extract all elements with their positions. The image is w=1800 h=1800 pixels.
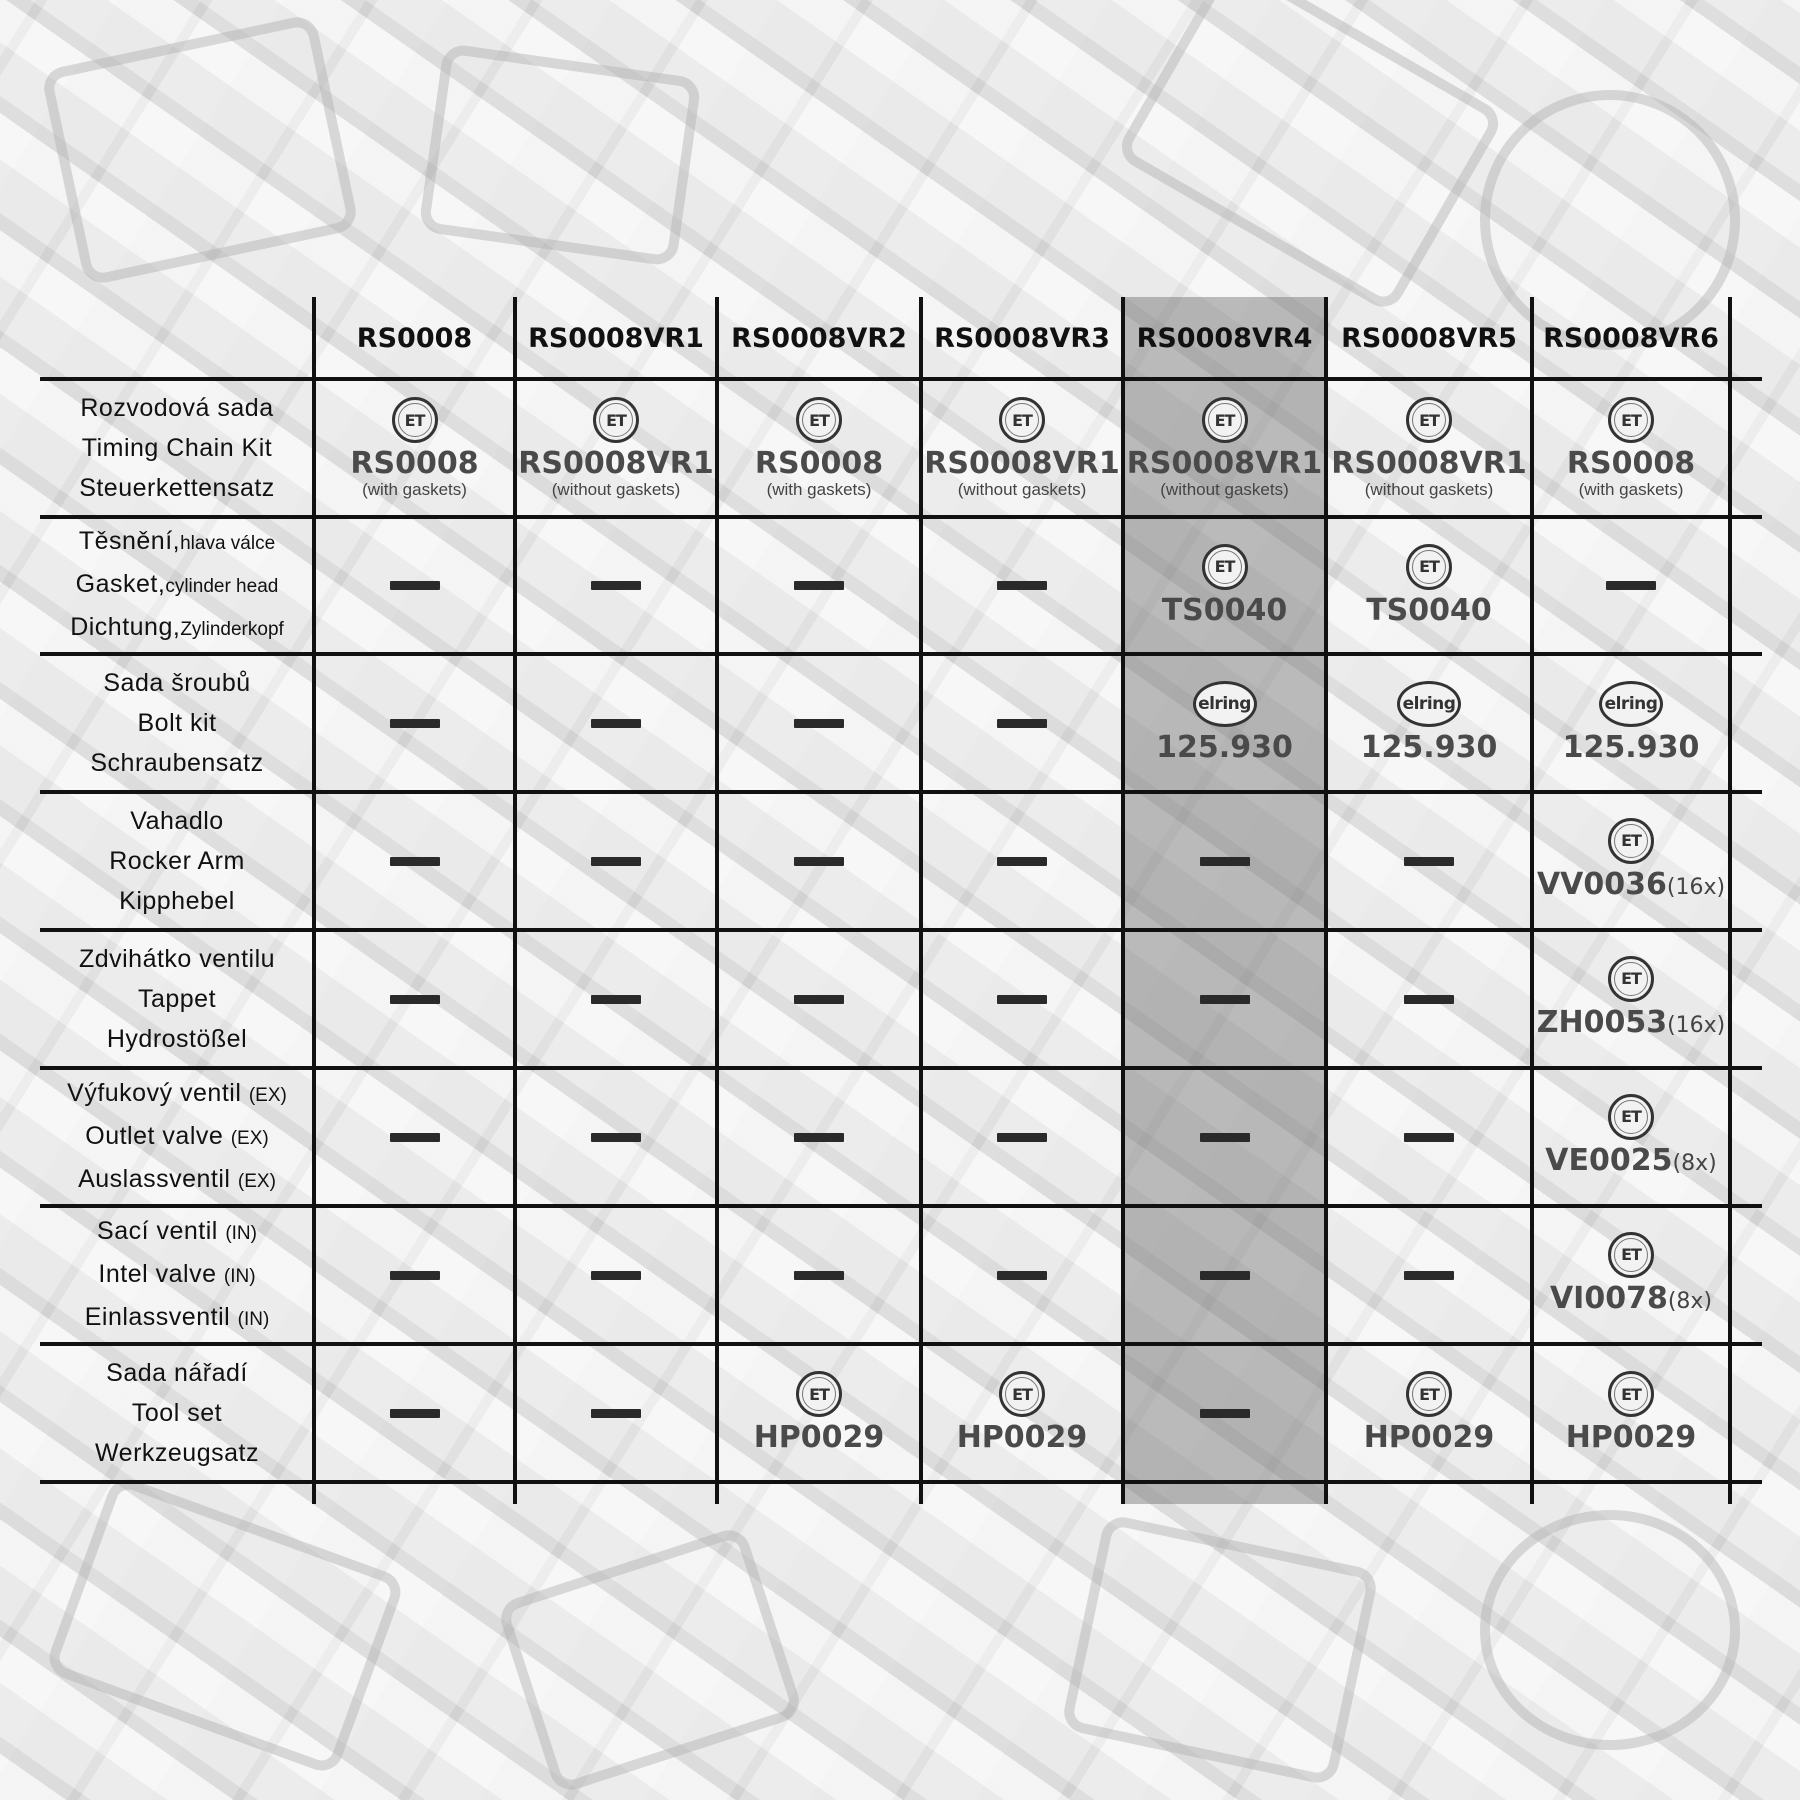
row-label-line — [79, 468, 275, 508]
dash-icon — [997, 995, 1047, 1004]
et-logo-text: ET — [1621, 831, 1641, 850]
table-cell — [1532, 654, 1730, 792]
part-note: (without gaskets) — [957, 480, 1087, 499]
column-header: RS0008 — [356, 322, 473, 354]
row-label-main: Těsnění, — [78, 527, 181, 555]
column-header: RS0008VR1 — [528, 322, 704, 354]
et-logo-text: ET — [1214, 557, 1235, 576]
row-label-line — [85, 1116, 268, 1159]
part-number — [754, 1421, 885, 1455]
et-logo-text: ET — [606, 410, 626, 430]
dash-icon — [591, 1133, 641, 1142]
table-cell — [921, 517, 1123, 654]
part-code: RS0008VR1 — [1126, 446, 1323, 481]
dash-icon — [997, 1133, 1047, 1142]
table-cell — [1532, 1344, 1730, 1482]
table-cell — [1123, 1206, 1326, 1344]
et-logo-icon — [392, 397, 438, 443]
part-number — [1331, 447, 1526, 481]
et-logo-text: ET — [404, 410, 425, 430]
row-label-main: Rocker Arm — [109, 847, 245, 875]
part-number — [1156, 731, 1293, 765]
row-label-main: Zdvihátko ventilu — [78, 945, 276, 973]
table-cell — [1326, 930, 1532, 1068]
table-cell — [921, 792, 1123, 930]
dash-icon — [1404, 995, 1454, 1004]
table-cell — [717, 1206, 921, 1344]
et-logo-icon — [796, 397, 842, 443]
dash-icon — [1606, 581, 1656, 590]
table-cell — [1123, 654, 1326, 792]
dash-icon — [794, 1133, 844, 1142]
part-code: 125.930 — [1156, 730, 1293, 765]
row-label-note: hlava válce — [180, 533, 276, 554]
row-label-main: Werkzeugsatz — [95, 1439, 259, 1467]
row-label-line — [97, 1211, 257, 1254]
table-cell — [314, 1344, 515, 1482]
row-label-line — [90, 743, 263, 783]
et-logo-icon — [1202, 397, 1248, 443]
row-label-main: Outlet valve — [85, 1121, 231, 1150]
part-code: HP0029 — [753, 1420, 885, 1455]
row-label-line — [103, 663, 250, 703]
table-cell — [1326, 379, 1532, 517]
table-cell — [515, 517, 717, 654]
table-cell — [314, 517, 515, 654]
elring-logo-text: elring — [1604, 694, 1658, 714]
row-label-main: Intel valve — [98, 1259, 224, 1288]
part-number — [1545, 1144, 1716, 1181]
et-logo-icon — [1608, 1232, 1654, 1278]
dash-icon — [1404, 857, 1454, 866]
part-number — [755, 447, 883, 481]
dash-icon — [591, 1409, 641, 1418]
dash-icon — [997, 857, 1047, 866]
table-cell — [1326, 654, 1532, 792]
table-cell — [717, 792, 921, 930]
part-code: 125.930 — [1360, 730, 1498, 765]
row-label-line — [82, 428, 272, 468]
part-number — [1127, 447, 1322, 481]
table-cell — [717, 379, 921, 517]
row-label-line — [67, 1073, 287, 1116]
part-quantity: (8x) — [1667, 1288, 1713, 1314]
part-number — [1567, 447, 1695, 481]
row-label-line — [98, 1254, 255, 1297]
row-label-line — [107, 1019, 247, 1059]
row-label-line — [80, 388, 273, 428]
table-cell — [921, 1206, 1123, 1344]
table-cell — [1326, 1068, 1532, 1206]
dash-icon — [794, 857, 844, 866]
et-logo-text: ET — [1621, 1384, 1641, 1404]
row-label-main: Hydrostößel — [106, 1025, 248, 1053]
row-label-note: Zylinderkopf — [180, 619, 284, 640]
table-cell — [921, 1068, 1123, 1206]
part-code: RS0008 — [754, 446, 884, 481]
table-cell — [1123, 1344, 1326, 1482]
row-label-line — [95, 1433, 259, 1473]
dash-icon — [390, 719, 440, 728]
column-header: RS0008VR2 — [731, 322, 907, 354]
row-label-line — [119, 881, 235, 921]
column-header: RS0008VR6 — [1543, 322, 1719, 354]
part-code: VE0025 — [1545, 1142, 1673, 1178]
table-cell — [921, 654, 1123, 792]
row-label-line — [109, 841, 245, 881]
dash-icon — [591, 1271, 641, 1280]
table-cell — [314, 654, 515, 792]
dash-icon — [794, 581, 844, 590]
part-code: HP0029 — [1565, 1420, 1697, 1455]
dash-icon — [390, 1271, 440, 1280]
table-cell — [1532, 930, 1730, 1068]
dash-icon — [794, 995, 844, 1004]
et-logo-icon — [796, 1371, 842, 1417]
dash-icon — [794, 1271, 844, 1280]
part-code: RS0008 — [350, 446, 479, 481]
part-quantity: (16x) — [1667, 1012, 1726, 1038]
table-cell — [515, 379, 717, 517]
et-logo-text: ET — [1419, 1384, 1439, 1404]
row-label-line — [137, 703, 216, 743]
dash-icon — [1200, 1409, 1250, 1418]
et-logo-text: ET — [1419, 410, 1439, 430]
part-code: TS0040 — [1161, 592, 1288, 628]
et-logo-icon — [1608, 956, 1654, 1002]
part-code: VV0036 — [1536, 866, 1667, 902]
row-label-main: Kipphebel — [119, 887, 235, 915]
et-logo-icon — [999, 1371, 1045, 1417]
dash-icon — [1200, 995, 1250, 1004]
table-cell — [1532, 1206, 1730, 1344]
row-label — [40, 1068, 314, 1206]
part-code: VI0078 — [1549, 1280, 1668, 1316]
part-code: RS0008VR1 — [924, 446, 1120, 481]
row-label — [40, 792, 314, 930]
dash-icon — [1200, 1271, 1250, 1280]
table-cell — [1532, 792, 1730, 930]
row-label-line — [132, 1393, 222, 1433]
elring-logo-text: elring — [1402, 694, 1456, 714]
row-label-main: Sací ventil — [97, 1216, 226, 1245]
et-logo-text: ET — [1214, 410, 1235, 430]
part-number — [1361, 731, 1498, 765]
table-cell — [1326, 1206, 1532, 1344]
elring-logo-icon — [1397, 681, 1461, 727]
row-label-line — [138, 979, 216, 1019]
table-cell — [1326, 517, 1532, 654]
dash-icon — [997, 719, 1047, 728]
part-code: RS0008 — [1566, 446, 1696, 481]
table-cell — [717, 517, 921, 654]
dash-icon — [794, 719, 844, 728]
table-cell — [921, 1344, 1123, 1482]
table-cell — [515, 930, 717, 1068]
et-logo-icon — [999, 397, 1045, 443]
dash-icon — [997, 581, 1047, 590]
row-label-main: Vahadlo — [130, 807, 224, 835]
row-label-main: Steuerkettensatz — [79, 474, 275, 502]
part-number — [1366, 594, 1492, 628]
row-label-note: (EX) — [237, 1170, 276, 1192]
dash-icon — [591, 719, 641, 728]
et-logo-icon — [1202, 544, 1248, 590]
row-label-main: Tool set — [131, 1399, 223, 1427]
row-label-line — [79, 521, 275, 564]
row-label-line — [76, 564, 279, 607]
row-label-note: cylinder head — [165, 576, 279, 597]
table-cell — [515, 654, 717, 792]
row-label-note: (IN) — [225, 1222, 257, 1244]
dash-icon — [1404, 1271, 1454, 1280]
part-number — [518, 447, 713, 481]
row-label-line — [78, 1159, 276, 1202]
part-number — [957, 1421, 1088, 1455]
et-logo-icon — [1608, 397, 1654, 443]
table-cell — [515, 792, 717, 930]
row-label — [40, 1206, 314, 1344]
dash-icon — [591, 581, 641, 590]
et-logo-text: ET — [809, 410, 829, 430]
table-cell — [1123, 792, 1326, 930]
table-cell — [1326, 1344, 1532, 1482]
row-label-main: Sada nářadí — [106, 1359, 248, 1387]
part-note: (with gaskets) — [362, 480, 467, 499]
table-cell — [314, 792, 515, 930]
table-cell — [1123, 379, 1326, 517]
table-cell — [1123, 1068, 1326, 1206]
row-label-main: Schraubensatz — [90, 749, 264, 777]
row-label-line — [79, 939, 275, 979]
part-code: 125.930 — [1562, 730, 1700, 765]
table-cell — [515, 1068, 717, 1206]
part-number — [1364, 1421, 1495, 1455]
row-label-note: (EX) — [248, 1084, 287, 1106]
row-label-main: Výfukový ventil — [67, 1078, 249, 1107]
table-cell — [717, 1068, 921, 1206]
part-quantity: (16x) — [1666, 874, 1726, 900]
et-logo-icon — [1406, 397, 1452, 443]
row-label — [40, 517, 314, 654]
row-label-note: (IN) — [237, 1308, 270, 1330]
elring-logo-icon — [1599, 681, 1663, 727]
table-cell — [1326, 792, 1532, 930]
part-number — [1162, 594, 1288, 628]
table-cell — [1532, 1068, 1730, 1206]
table-cell — [314, 379, 515, 517]
row-label-main: Tappet — [137, 985, 217, 1013]
table-cell — [515, 1344, 717, 1482]
dash-icon — [1404, 1133, 1454, 1142]
table-cell — [1123, 517, 1326, 654]
row-label-note: (IN) — [223, 1265, 256, 1287]
part-note: (without gaskets) — [1364, 480, 1494, 499]
table-cell — [314, 1068, 515, 1206]
table-cell — [314, 930, 515, 1068]
row-label-main: Rozvodová sada — [80, 394, 274, 422]
column-header: RS0008VR4 — [1136, 322, 1313, 354]
row-label-main: Auslassventil — [78, 1164, 238, 1193]
dash-icon — [390, 581, 440, 590]
dash-icon — [390, 1133, 440, 1142]
dash-icon — [591, 995, 641, 1004]
row-label-main: Timing Chain Kit — [81, 434, 273, 462]
table-cell — [314, 1206, 515, 1344]
part-number — [1550, 1282, 1712, 1319]
et-logo-text: ET — [1012, 1384, 1032, 1404]
part-note: (without gaskets) — [1160, 480, 1289, 499]
column-header: RS0008VR5 — [1341, 322, 1517, 354]
dash-icon — [591, 857, 641, 866]
table-cell — [717, 1344, 921, 1482]
row-label-line — [70, 607, 284, 650]
et-logo-icon — [1608, 1371, 1654, 1417]
dash-icon — [1200, 857, 1250, 866]
part-number — [1563, 731, 1700, 765]
row-label-line — [130, 801, 223, 841]
row-label-note: (EX) — [230, 1127, 269, 1149]
row-label — [40, 654, 314, 792]
table-cell — [1532, 517, 1730, 654]
part-number — [924, 447, 1119, 481]
et-logo-text: ET — [1419, 557, 1439, 576]
table-cell — [717, 654, 921, 792]
row-label — [40, 379, 314, 517]
et-logo-icon — [1406, 544, 1452, 590]
table-cell — [921, 930, 1123, 1068]
et-logo-icon — [1608, 818, 1654, 864]
et-logo-text: ET — [1621, 969, 1641, 988]
et-logo-text: ET — [1621, 1107, 1641, 1126]
row-label-line — [85, 1297, 270, 1340]
et-logo-text: ET — [1621, 1245, 1641, 1264]
part-code: HP0029 — [956, 1420, 1088, 1455]
row-label-main: Dichtung, — [70, 613, 181, 641]
dash-icon — [997, 1271, 1047, 1280]
table-cell — [1123, 930, 1326, 1068]
dash-icon — [390, 857, 440, 866]
table-cell — [515, 1206, 717, 1344]
row-label — [40, 930, 314, 1068]
part-code: RS0008VR1 — [1331, 446, 1527, 481]
elring-logo-icon — [1193, 681, 1257, 727]
row-label — [40, 1344, 314, 1482]
part-note: (with gaskets) — [1578, 480, 1684, 499]
part-number — [1566, 1421, 1697, 1455]
row-label-main: Bolt kit — [137, 709, 217, 737]
row-label-main: Gasket, — [75, 570, 166, 598]
part-number — [350, 447, 478, 481]
table-cell — [717, 930, 921, 1068]
part-quantity: (8x) — [1672, 1150, 1717, 1176]
part-note: (with gaskets) — [766, 480, 872, 499]
dash-icon — [390, 995, 440, 1004]
table-cell — [1532, 379, 1730, 517]
dash-icon — [390, 1409, 440, 1418]
part-number — [1537, 1006, 1726, 1043]
et-logo-icon — [593, 397, 639, 443]
column-header: RS0008VR3 — [934, 322, 1110, 354]
row-label-main: Sada šroubů — [103, 669, 251, 697]
et-logo-icon — [1406, 1371, 1452, 1417]
part-code: ZH0053 — [1536, 1004, 1668, 1040]
row-label-main: Einlassventil — [84, 1302, 238, 1331]
row-label-line — [106, 1353, 248, 1393]
dash-icon — [1200, 1133, 1250, 1142]
part-note: (without gaskets) — [551, 480, 681, 499]
et-logo-icon — [1608, 1094, 1654, 1140]
part-code: TS0040 — [1366, 592, 1492, 628]
part-code: RS0008VR1 — [518, 446, 714, 481]
et-logo-text: ET — [809, 1384, 829, 1404]
part-number — [1537, 868, 1725, 905]
table-cell — [921, 379, 1123, 517]
et-logo-text: ET — [1621, 410, 1641, 430]
elring-logo-text: elring — [1198, 694, 1251, 714]
et-logo-text: ET — [1012, 410, 1032, 430]
part-code: HP0029 — [1363, 1420, 1495, 1455]
